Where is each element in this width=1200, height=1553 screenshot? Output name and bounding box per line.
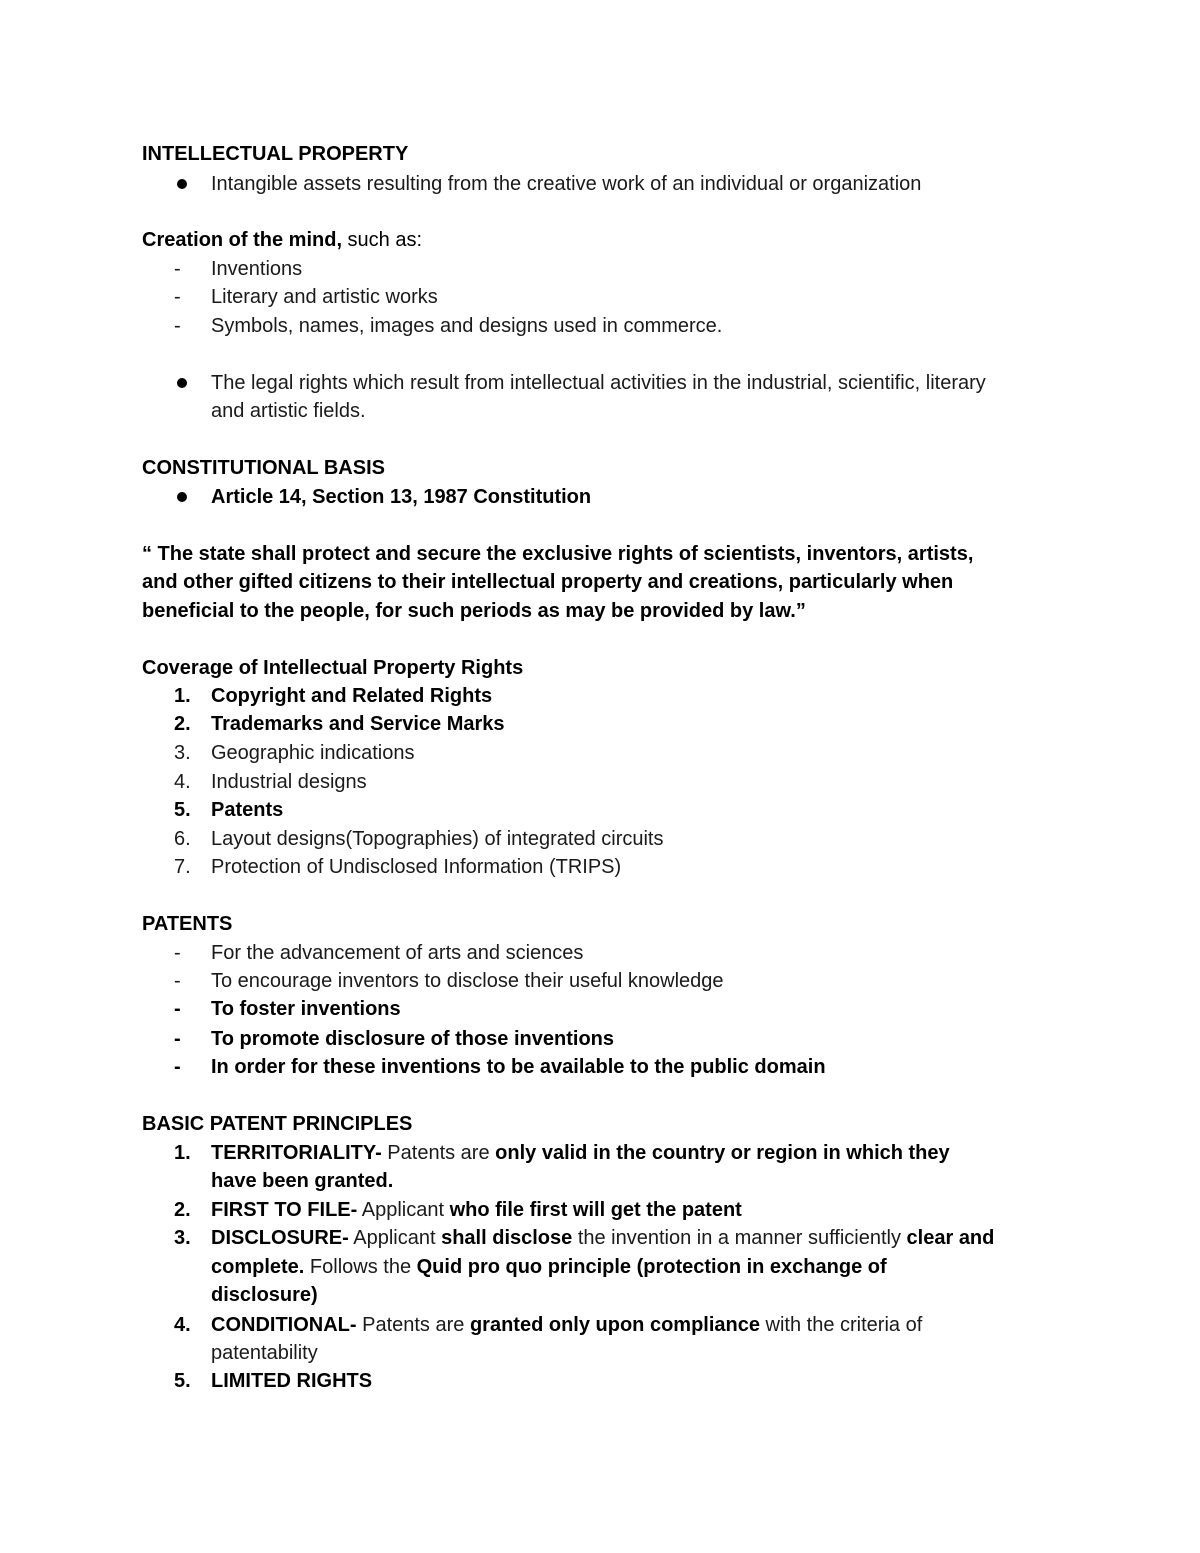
dash-marker: - <box>174 942 181 964</box>
principle-territoriality <box>211 1141 950 1165</box>
coverage-item: Industrial designs <box>211 771 367 793</box>
principle-text: Patents are <box>381 1142 496 1164</box>
quote-line: and other gifted citizens to their intellectual property and creations, particularly when <box>142 571 954 593</box>
principle-text: Applicant <box>348 1227 442 1249</box>
principle-conditional <box>211 1313 922 1337</box>
list-number: 3. <box>174 1227 191 1249</box>
principle-disclosure <box>211 1226 994 1250</box>
list-number: 6. <box>174 828 191 850</box>
ip-definition: Intangible assets resulting from the creative work of an individual or organization <box>211 173 922 195</box>
heading-patents: PATENTS <box>142 913 233 935</box>
list-number: 5. <box>174 1370 191 1392</box>
coverage-item: Protection of Undisclosed Information (TRIPS) <box>211 856 622 878</box>
bullet-icon <box>177 492 187 502</box>
principle-text: the invention in a manner sufficiently <box>572 1227 907 1249</box>
quote-line: beneficial to the people, for such periods as may be provided by law.” <box>142 600 806 622</box>
principle-text: Patents are <box>356 1314 470 1336</box>
creation-line <box>142 228 422 252</box>
principle-emphasis: only valid in the country or region in which they <box>495 1142 950 1164</box>
list-number: 5. <box>174 799 191 821</box>
coverage-item: Layout designs(Topographies) of integrated circuits <box>211 828 664 850</box>
dash-marker: - <box>174 998 181 1020</box>
list-number: 2. <box>174 1199 191 1221</box>
principle-emphasis: complete. <box>211 1256 305 1278</box>
dash-marker: - <box>174 315 181 337</box>
list-number: 4. <box>174 771 191 793</box>
list-number: 2. <box>174 713 191 735</box>
legal-rights-line-1: The legal rights which result from intellectual activities in the industrial, scientific, literary <box>211 372 986 394</box>
principle-continuation: disclosure) <box>211 1284 318 1306</box>
principle-limited-rights: LIMITED RIGHTS <box>211 1370 373 1392</box>
principle-label: FIRST TO FILE- <box>211 1199 358 1221</box>
coverage-item: Copyright and Related Rights <box>211 685 493 707</box>
dash-marker: - <box>174 1056 181 1078</box>
dash-marker: - <box>174 970 181 992</box>
principle-label: TERRITORIALITY- <box>211 1142 382 1164</box>
bullet-icon <box>177 179 187 189</box>
bullet-icon <box>177 378 187 388</box>
patent-purpose: To promote disclosure of those inventions <box>211 1028 614 1050</box>
principle-emphasis: granted only upon compliance <box>469 1314 760 1336</box>
patent-purpose: To encourage inventors to disclose their useful knowledge <box>211 970 724 992</box>
list-item: Inventions <box>211 258 303 280</box>
principle-text: Follows the <box>304 1256 417 1278</box>
list-item: Literary and artistic works <box>211 286 438 308</box>
list-number: 1. <box>174 1142 191 1164</box>
creation-rest: such as: <box>342 229 423 251</box>
coverage-item: Patents <box>211 799 284 821</box>
principle-continuation: patentability <box>211 1342 318 1364</box>
patent-purpose: For the advancement of arts and sciences <box>211 942 584 964</box>
dash-marker: - <box>174 258 181 280</box>
list-number: 7. <box>174 856 191 878</box>
principle-emphasis: who file first will get the patent <box>449 1199 742 1221</box>
principle-text: with the criteria of <box>759 1314 923 1336</box>
principle-emphasis: shall disclose <box>441 1227 573 1249</box>
principle-emphasis: Quid pro quo principle (protection in exchange of <box>416 1256 887 1278</box>
creation-bold: Creation of the mind, <box>142 229 342 251</box>
quote-line: “ The state shall protect and secure the exclusive rights of scientists, inventors, artists, <box>142 543 974 565</box>
heading-coverage: Coverage of Intellectual Property Rights <box>142 657 524 679</box>
heading-constitutional-basis: CONSTITUTIONAL BASIS <box>142 457 385 479</box>
coverage-item: Geographic indications <box>211 742 415 764</box>
principle-emphasis: clear and <box>906 1227 995 1249</box>
dash-marker: - <box>174 286 181 308</box>
principle-label: DISCLOSURE- <box>211 1227 349 1249</box>
principle-continuation <box>211 1255 887 1279</box>
patent-purpose: To foster inventions <box>211 998 401 1020</box>
coverage-item: Trademarks and Service Marks <box>211 713 505 735</box>
patent-purpose: In order for these inventions to be available to the public domain <box>211 1056 826 1078</box>
legal-rights-line-2: and artistic fields. <box>211 400 366 422</box>
dash-marker: - <box>174 1028 181 1050</box>
heading-intellectual-property: INTELLECTUAL PROPERTY <box>142 143 409 165</box>
principle-label: CONDITIONAL- <box>211 1314 357 1336</box>
principle-first-to-file <box>211 1198 742 1222</box>
list-number: 4. <box>174 1314 191 1336</box>
list-number: 3. <box>174 742 191 764</box>
principle-text: Applicant <box>357 1199 450 1221</box>
article-reference: Article 14, Section 13, 1987 Constitution <box>211 486 592 508</box>
principle-continuation: have been granted. <box>211 1170 394 1192</box>
list-item: Symbols, names, images and designs used in commerce. <box>211 315 723 337</box>
list-number: 1. <box>174 685 191 707</box>
heading-basic-patent-principles: BASIC PATENT PRINCIPLES <box>142 1113 413 1135</box>
